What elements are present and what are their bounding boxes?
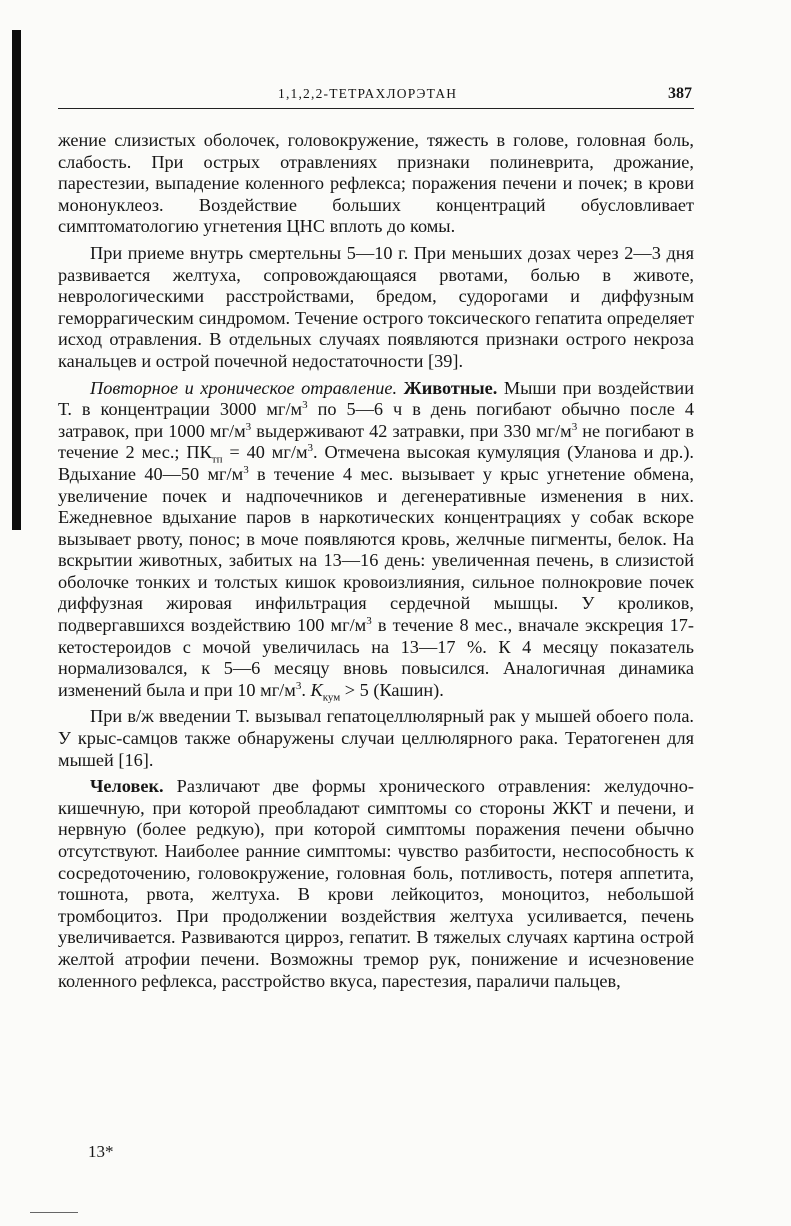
k-symbol: K — [310, 679, 323, 700]
paragraph-human — [58, 776, 694, 992]
text-run: выдерживают 42 затравки, при 330 мг/м — [251, 420, 572, 441]
text-run: в течение 4 мес. вызывает у крыс угнетение обмена, увеличение почек и надпочечников и дегенеративные изменения в них. Ежедневное вдыхание паров в наркотических концентрациях у собак вскоре вызывает рвоту, понос; в моче появляются кровь, желчные пигменты, белок. На вскрытии животных, забитых на 13—16 день: увеличенная печень, в слизистой оболочке тонких и толстых кишок кровоизлияния, сильное полнокровие почек диффузная жировая инфильтрация сердечной мышцы. У кроликов, подвергавшихся воздействию 100 мг/м — [58, 463, 694, 636]
running-head: 1,1,2,2-ТЕТРАХЛОРЭТАН — [278, 86, 458, 101]
subheading-human: Человек. — [90, 776, 164, 797]
book-spine-shadow — [12, 30, 21, 530]
text-run: Различают две формы хронического отравления: желудочно-кишечную, при которой преобладают симптомы со стороны ЖКТ и печени, и нервную (более редкую), при которой симптомы поражения печени обычно отсутствуют. Наиболее ранние симптомы: чувство разбитости, неспособность к сосредоточению, головокружение, головная боль, потливость, потеря аппетита, тошнота, рвота, желтуха. В крови лейкоцитоз, моноцитоз, небольшой тромбоцитоз. При продолжении воздействия желтуха усиливается, печень увеличивается. Развиваются цирроз, гепатит. В тяжелых случаях картина острой желтой атрофии печени. Возможны тремор рук, понижение и исчезновение коленного рефлекса, расстройство вкуса, парестезия, параличи пальцев, — [58, 776, 694, 991]
superscript: 3 — [302, 399, 308, 412]
subscript: тп — [211, 453, 223, 466]
paragraph-oral-poisoning: При приеме внутрь смертельны 5—10 г. При меньших дозах через 2—3 дня развивается желтуха, сопровождающаяся рвотами, болью в животе, неврологическими расстройствами, бредом, судорогами и диффузным геморрагическим синдромом. Течение острого токсического гепатита определяет исход отравления. В отдельных случаях появляются признаки острого некроза канальцев и острой почечной недостаточности [39]. — [58, 242, 694, 371]
paragraph-carcinogenicity: При в/ж введении Т. вызывал гепатоцеллюлярный рак у мышей обоего пола. У крыс-самцов также обнаружены случаи целлюлярного рака. Тератогенен для мышей [16]. — [58, 706, 694, 770]
text-run: . Отмечена высокая кумуляция (Уланова и др.). Вдыхание 40—50 мг/м — [58, 442, 694, 484]
paragraph-chronic-poisoning — [58, 378, 694, 702]
footer-rule — [30, 1212, 78, 1213]
text-run: > 5 (Кашин). — [340, 679, 444, 700]
text-run: . — [301, 679, 311, 700]
text-run: Мыши при воздействии Т. в концентрации 3000 мг/м — [58, 377, 694, 420]
subheading-animals: Животные. — [403, 377, 498, 398]
page-body — [58, 130, 694, 997]
superscript: 3 — [307, 442, 314, 455]
text-run: по 5—6 ч в день погибают обычно после 4 затравок, при 1000 мг/м — [58, 399, 694, 441]
superscript: 3 — [295, 679, 302, 692]
superscript: 3 — [243, 463, 249, 476]
subscript: кум — [322, 691, 341, 704]
superscript: 3 — [245, 420, 252, 433]
text-run: в течение 8 мес., вначале экскреция 17-кетостероидов с мочой увеличилась на 13—17 %. К 4 месяцу показатель нормализовался, к 5—6 месяцу вновь повысился. Аналогичная динамика изменений была и при 10 мг/м — [58, 615, 694, 700]
text-run: не погибают в течение 2 мес.; ПК — [58, 420, 694, 463]
section-heading-chronic: Повторное и хроническое отравление. — [90, 377, 398, 398]
page-number: 387 — [668, 85, 692, 102]
superscript: 3 — [571, 420, 578, 433]
text-run: = 40 мг/м — [222, 442, 308, 463]
page-header — [58, 86, 694, 109]
paragraph-continued: жение слизистых оболочек, головокружение, тяжесть в голове, головная боль, слабость. При острых отравлениях признаки полиневрита, дрожание, парестезии, выпадение коленного рефлекса; поражения печени и почек; в крови мононуклеоз. Воздействие больших концентраций обусловливает симптоматологию угнетения ЦНС вплоть до комы. — [58, 130, 694, 237]
printer-signature: 13* — [88, 1142, 114, 1161]
superscript: 3 — [366, 614, 372, 627]
